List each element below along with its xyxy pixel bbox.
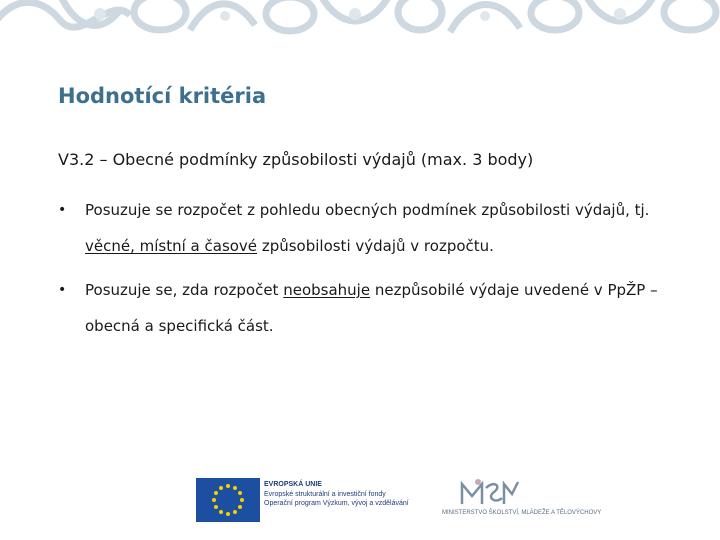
bullet-item <box>58 272 678 344</box>
eu-flag-logo <box>196 478 260 522</box>
bullet-text-start: Posuzuje se rozpočet z pohledu obecných podmínek způsobilosti výdajů, tj. <box>85 201 650 219</box>
eu-logo-line: Operační program Výzkum, vývoj a vzdělávání <box>264 500 409 507</box>
footer-logos <box>196 472 602 528</box>
bullet-dot: • <box>58 282 67 298</box>
eu-logo-text <box>264 480 409 509</box>
bullet-text-end: způsobilosti výdajů v rozpočtu. <box>257 237 494 255</box>
eu-stars-icon <box>196 478 260 522</box>
criterion-heading: V3.2 – Obecné podmínky způsobilosti výdajů (max. 3 body) <box>58 150 534 169</box>
bullet-text <box>85 192 678 264</box>
msmt-logo <box>442 476 602 526</box>
slide-title: Hodnotící kritéria <box>58 84 267 108</box>
bullet-text-underlined: neobsahuje <box>283 281 371 299</box>
msmt-logo-caption: MINISTERSTVO ŠKOLSTVÍ, MLÁDEŽE A TĚLOVÝCHOVY <box>442 510 602 516</box>
eu-logo-line: Evropské strukturální a investiční fondy <box>264 490 386 498</box>
bullet-text <box>85 272 678 344</box>
decorative-header-band <box>0 0 720 36</box>
eu-logo-heading: EVROPSKÁ UNIE <box>264 481 322 488</box>
bullet-dot: • <box>58 202 67 218</box>
bullet-text-start: Posuzuje se, zda rozpočet <box>85 281 284 299</box>
msmt-emblem-icon <box>442 476 534 510</box>
bullet-text-underlined: věcné, místní a časové <box>85 237 258 255</box>
bullet-text-end: nezpůsobilé výdaje uvedené v PpŽP – obecná a specifická část. <box>85 281 658 335</box>
bullet-item <box>58 192 678 264</box>
header-pattern <box>0 0 720 36</box>
